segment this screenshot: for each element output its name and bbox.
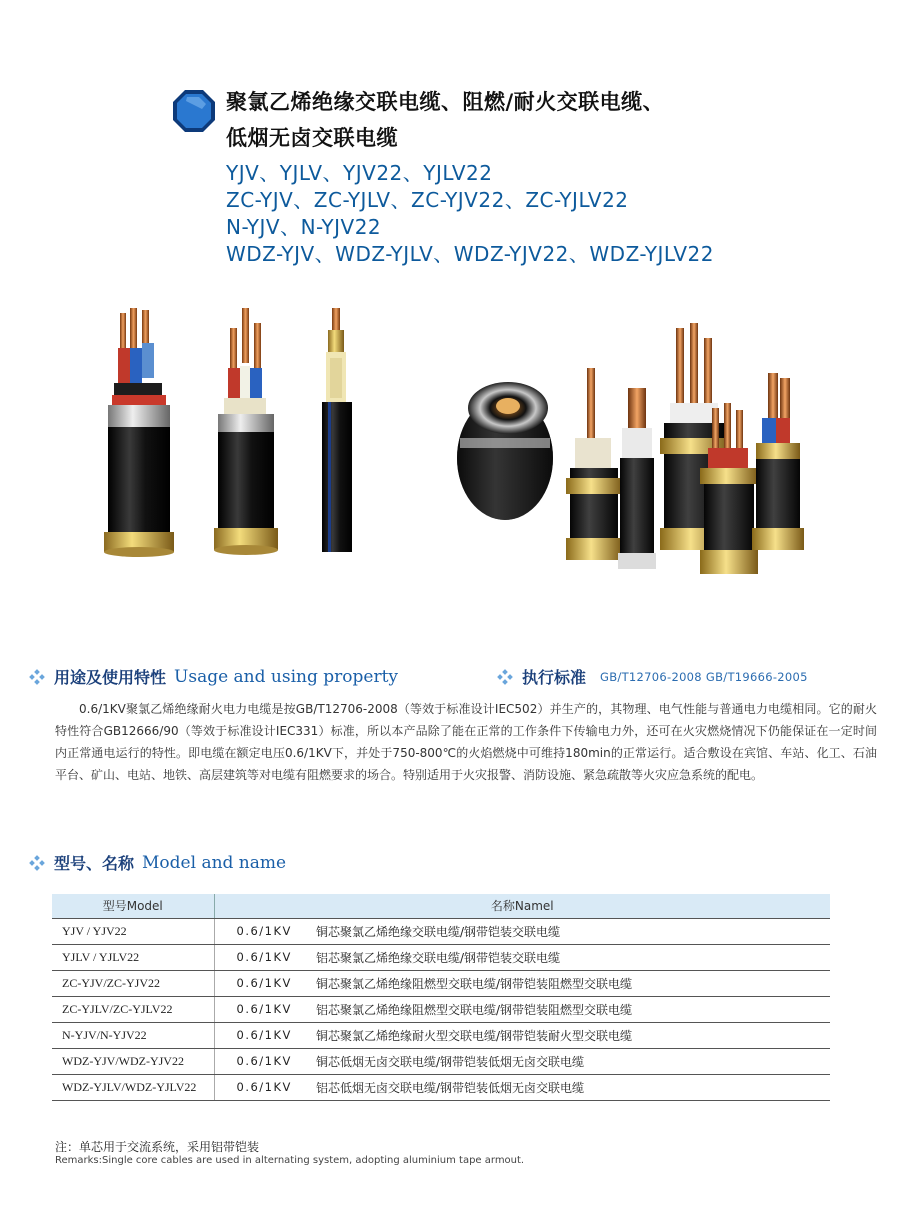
- model-list-line: ZC-YJV、ZC-YJLV、ZC-YJV22、ZC-YJLV22: [226, 188, 629, 212]
- voltage-cell: 0.6/1KV: [214, 944, 310, 970]
- octagon-badge-icon: [172, 89, 216, 133]
- model-cell: YJV / YJV22: [52, 918, 214, 944]
- model-list-line: YJV、YJLV、YJV22、YJLV22: [226, 161, 493, 185]
- model-title-en: Model and name: [142, 852, 287, 873]
- model-section-heading: [28, 851, 286, 874]
- standard-codes: GB/T12706-2008 GB/T19666-2005: [600, 669, 808, 684]
- page-title-line-2: 低烟无卤交联电缆: [226, 126, 398, 150]
- name-cell: 铝芯聚氯乙烯绝缘交联电缆/钢带铠装交联电缆: [310, 944, 830, 970]
- name-cell: 铜芯聚氯乙烯绝缘阻燃型交联电缆/钢带铠装阻燃型交联电缆: [310, 970, 830, 996]
- usage-section-heading: [28, 665, 398, 688]
- model-cell: WDZ-YJV/WDZ-YJV22: [52, 1048, 214, 1074]
- usage-title-cn: 用途及使用特性: [54, 668, 167, 687]
- voltage-cell: 0.6/1KV: [214, 1048, 310, 1074]
- table-row: [52, 1048, 830, 1074]
- diamond-bullet-icon: [28, 854, 46, 872]
- table-row: [52, 1074, 830, 1100]
- usage-title-en: Usage and using property: [174, 666, 399, 687]
- column-header-model: 型号Model: [52, 894, 214, 918]
- model-list-line: WDZ-YJV、WDZ-YJLV、WDZ-YJV22、WDZ-YJLV22: [226, 242, 714, 266]
- table-header-row: [52, 894, 830, 918]
- usage-description: 0.6/1KV聚氯乙烯绝缘耐火电力电缆是按GB/T12706-2008（等效于标准设计IEC502）并生产的，其物理、电气性能与普通电力电缆相同。它的耐火特性符合GB12666/90（等效于标准设计IEC331）标准，所以本产品除了能在正常的工作条件下传输电力外，还可在火灾燃烧情况下仍能保证在一定时间内正常通电运行的特性。即电缆在额定电压0.6/1KV下，并处于750-800℃的火焰燃烧中可维持180min的正常运行。适合敷设在宾馆、车站、化工、石油平台、矿山、电站、地铁、高层建筑等对电缆有阻燃要求的场合。特别适用于火灾报警、消防设施、紧急疏散等火灾应急系统的配电。: [55, 702, 877, 782]
- table-row: [52, 944, 830, 970]
- voltage-cell: 0.6/1KV: [214, 970, 310, 996]
- model-name-table: [52, 894, 830, 1101]
- page-title-line-1: 聚氯乙烯绝缘交联电缆、阻燃/耐火交联电缆、: [226, 90, 665, 114]
- voltage-cell: 0.6/1KV: [214, 1074, 310, 1100]
- name-cell: 铝芯低烟无卤交联电缆/钢带铠装低烟无卤交联电缆: [310, 1074, 830, 1100]
- name-cell: 铜芯聚氯乙烯绝缘交联电缆/钢带铠装交联电缆: [310, 918, 830, 944]
- cable-product-photo-left: [90, 298, 390, 568]
- diamond-bullet-icon: [28, 668, 46, 686]
- diamond-bullet-icon: [496, 668, 514, 686]
- name-cell: 铜芯低烟无卤交联电缆/钢带铠装低烟无卤交联电缆: [310, 1048, 830, 1074]
- model-title-cn: 型号、名称: [54, 854, 135, 873]
- model-cell: N-YJV/N-YJV22: [52, 1022, 214, 1048]
- note-en: Remarks:Single core cables are used in alternating system, adopting aluminium tape armout.: [55, 1155, 525, 1166]
- model-cell: WDZ-YJLV/WDZ-YJLV22: [52, 1074, 214, 1100]
- model-cell: ZC-YJLV/ZC-YJLV22: [52, 996, 214, 1022]
- model-cell: ZC-YJV/ZC-YJV22: [52, 970, 214, 996]
- voltage-cell: 0.6/1KV: [214, 1022, 310, 1048]
- voltage-cell: 0.6/1KV: [214, 918, 310, 944]
- model-cell: YJLV / YJLV22: [52, 944, 214, 970]
- standard-title-cn: 执行标准: [522, 668, 587, 687]
- table-row: [52, 1022, 830, 1048]
- table-row: [52, 918, 830, 944]
- voltage-cell: 0.6/1KV: [214, 996, 310, 1022]
- name-cell: 铜芯聚氯乙烯绝缘耐火型交联电缆/钢带铠装耐火型交联电缆: [310, 1022, 830, 1048]
- model-list-line: N-YJV、N-YJV22: [226, 215, 382, 239]
- cable-product-photo-right: [450, 318, 830, 588]
- table-row: [52, 970, 830, 996]
- standard-section-heading: [496, 665, 808, 688]
- note-cn: 注：单芯用于交流系统，采用铝带铠装: [55, 1140, 260, 1154]
- table-row: [52, 996, 830, 1022]
- column-header-name: 名称Namel: [214, 894, 830, 918]
- name-cell: 铝芯聚氯乙烯绝缘阻燃型交联电缆/钢带铠装阻燃型交联电缆: [310, 996, 830, 1022]
